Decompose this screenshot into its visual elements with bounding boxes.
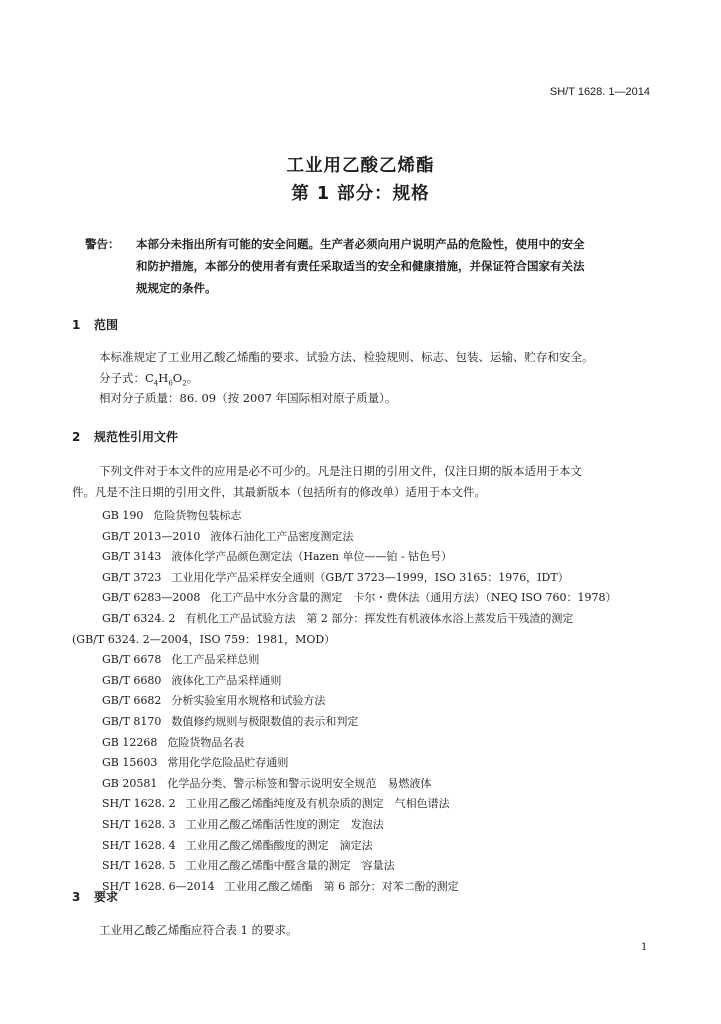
reference-code: GB/T 6682 — [102, 694, 162, 708]
reference-item — [102, 548, 452, 564]
warning-line: 本部分未指出所有可能的安全问题。生产者必须向用户说明产品的危险性，使用中的安全 — [136, 237, 585, 251]
reference-code: GB/T 6678 — [102, 653, 162, 667]
section-title: 规范性引用文件 — [94, 430, 179, 444]
reference-title: (GB/T 6324. 2—2004，ISO 759：1981，MOD） — [72, 632, 336, 646]
reference-code: GB 20581 — [102, 776, 158, 790]
reference-code: GB/T 3143 — [102, 550, 162, 564]
reference-code: GB 12268 — [102, 735, 158, 749]
reference-code: GB/T 2013—2010 — [102, 529, 201, 543]
reference-code: SH/T 1628. 2 — [102, 797, 176, 811]
warning-line: 和防护措施，本部分的使用者有责任采取适当的安全和健康措施，并保证符合国家有关法 — [136, 259, 585, 273]
reference-item — [102, 878, 459, 894]
reference-title: 工业用化学产品采样安全通则（GB/T 3723—1999，ISO 3165：1976，IDT） — [171, 570, 569, 584]
reference-title: 工业用乙酸乙烯酯酸度的测定 滴定法 — [185, 838, 373, 852]
references-intro-line: 件。凡是不注日期的引用文件，其最新版本（包括所有的修改单）适用于本文件。 — [72, 485, 486, 499]
section-heading-scope — [72, 316, 118, 333]
reference-title: 化工产品中水分含量的测定 卡尔・费休法（通用方法）（NEQ ISO 760：1978） — [210, 591, 617, 605]
reference-title: 分析实验室用水规格和试验方法 — [171, 694, 326, 708]
reference-item — [72, 631, 335, 647]
reference-title: 常用化学危险品贮存通则 — [167, 756, 289, 770]
requirements-paragraph: 工业用乙酸乙烯酯应符合表 1 的要求。 — [99, 923, 298, 937]
document-title: 工业用乙酸乙烯酯 — [286, 156, 435, 176]
reference-item — [102, 672, 281, 688]
reference-code: GB/T 6283—2008 — [102, 591, 201, 605]
scope-paragraph: 本标准规定了工业用乙酸乙烯酯的要求、试验方法、检验规则、标志、包装、运输、贮存和安全。 — [99, 350, 594, 364]
reference-code: GB/T 6324. 2 — [102, 612, 176, 625]
reference-item — [102, 589, 616, 605]
warning-line: 规规定的条件。 — [136, 281, 217, 295]
reference-title: 工业用乙酸乙烯酯 第 6 部分：对苯二酚的测定 — [224, 879, 459, 893]
formula-part: O — [172, 371, 183, 385]
section-heading-requirements — [72, 888, 118, 905]
reference-item — [102, 837, 373, 853]
reference-item — [102, 569, 569, 585]
reference-item — [102, 528, 353, 544]
section-heading-normative-references — [72, 428, 178, 445]
formula-subscript: 6 — [168, 379, 173, 388]
reference-title: 工业用乙酸乙烯酯纯度及有机杂质的测定 气相色谱法 — [185, 797, 450, 811]
references-intro-line: 下列文件对于本文件的应用是必不可少的。凡是注日期的引用文件，仅注日期的版本适用于本文 — [99, 464, 582, 478]
section-number: 1 — [72, 318, 81, 332]
reference-item — [102, 775, 431, 791]
reference-title: 液体石油化工产品密度测定法 — [210, 529, 354, 543]
section-number: 2 — [72, 430, 81, 444]
reference-code: SH/T 1628. 6—2014 — [102, 879, 215, 893]
formula-subscript: 2 — [182, 379, 187, 388]
reference-code: SH/T 1628. 4 — [102, 838, 176, 852]
reference-title: 数值修约规则与极限数值的表示和判定 — [171, 715, 359, 728]
reference-item — [102, 857, 395, 873]
section-title: 范围 — [94, 318, 119, 332]
formula-label: 分子式： — [99, 371, 145, 385]
reference-title: 工业用乙酸乙烯酯中醛含量的测定 容量法 — [185, 859, 395, 873]
reference-code: GB/T 8170 — [102, 715, 162, 728]
reference-title: 工业用乙酸乙烯酯活性度的测定 发泡法 — [185, 818, 384, 831]
formula-part: C — [145, 371, 154, 385]
reference-item — [102, 734, 244, 750]
section-title: 要求 — [94, 890, 119, 904]
reference-title: 有机化工产品试验方法 第 2 部分：挥发性有机液体水浴上蒸发后干残渣的测定 — [185, 612, 574, 625]
reference-code: GB 15603 — [102, 756, 158, 770]
reference-item — [102, 816, 384, 832]
reference-title: 液体化学产品颜色测定法（Hazen 单位——铂 - 钴色号） — [171, 550, 453, 564]
document-subtitle: 第 1 部分：规格 — [291, 184, 430, 204]
reference-code: GB/T 6680 — [102, 673, 162, 687]
reference-item — [102, 795, 450, 811]
reference-title: 危险货物包装标志 — [153, 509, 242, 522]
reference-item — [102, 507, 241, 523]
reference-title: 危险货物品名表 — [167, 735, 245, 749]
standard-code: SH/T 1628. 1—2014 — [549, 86, 650, 98]
molecular-formula — [99, 370, 198, 387]
reference-item — [102, 713, 358, 729]
reference-item — [102, 754, 288, 770]
reference-title: 液体化工产品采样通则 — [171, 673, 282, 687]
reference-item — [102, 610, 573, 626]
formula-part: 。 — [186, 371, 199, 385]
molecular-mass: 相对分子质量：86. 09（按 2007 年国际相对原子质量）。 — [99, 391, 397, 405]
reference-item — [102, 651, 259, 667]
section-number: 3 — [72, 890, 81, 904]
reference-code: GB/T 3723 — [102, 570, 162, 584]
formula-part: H — [158, 371, 169, 385]
reference-code: SH/T 1628. 3 — [102, 818, 176, 831]
reference-title: 化学品分类、警示标签和警示说明安全规范 易燃液体 — [167, 776, 432, 790]
reference-item — [102, 692, 325, 708]
reference-code: SH/T 1628. 5 — [102, 859, 176, 873]
warning-label: 警告： — [85, 237, 120, 251]
reference-title: 化工产品采样总则 — [171, 653, 260, 667]
page-number: 1 — [641, 942, 648, 953]
formula-subscript: 4 — [153, 379, 159, 388]
reference-code: GB 190 — [102, 509, 144, 522]
